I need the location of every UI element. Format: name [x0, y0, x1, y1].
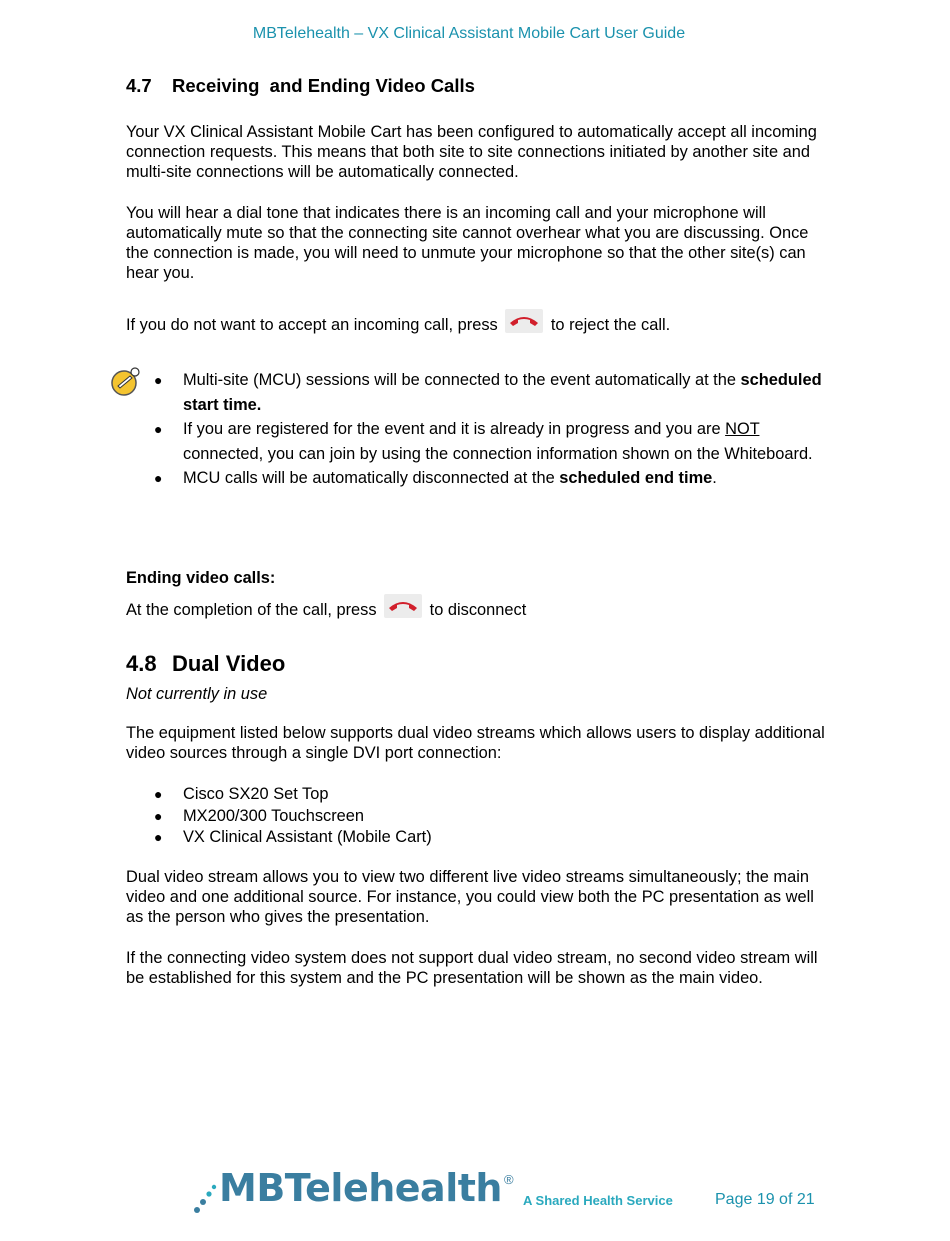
section-number: 4.8 [126, 651, 157, 676]
equipment-list [126, 784, 826, 849]
page-header: MBTelehealth – VX Clinical Assistant Mobile Cart User Guide [252, 25, 686, 42]
dual-video-intro: The equipment listed below supports dual video streams which allows users to display additional video sources through a single DVI port connection: [126, 724, 825, 762]
logo-registered: ® [503, 1172, 514, 1187]
section-title: Dual Video [172, 651, 286, 676]
note-item: ● Multi-site (MCU) sessions will be connected to the event automatically at the scheduled start time. [154, 371, 822, 414]
logo-text: MBTelehealth [219, 1166, 502, 1210]
note-item: ● If you are registered for the event and it is already in progress and you are NOT connected, you can join by using the connection information shown on the Whiteboard. [154, 420, 813, 463]
footer-logo [193, 1168, 514, 1214]
list-item: ● MX200/300 Touchscreen [154, 806, 365, 825]
section-4-7-heading [126, 76, 826, 96]
logo-dots-icon [193, 1180, 219, 1214]
note-item: ● MCU calls will be automatically disconnected at the scheduled end time. [154, 469, 717, 487]
intro-paragraph: Your VX Clinical Assistant Mobile Cart has been configured to automatically accept all incoming connection requests. This means that both site to site connections initiated by another site and multi-site connections will be automatically connected. [126, 123, 817, 181]
section-subtitle: Not currently in use [126, 685, 268, 703]
reject-text-after: to reject the call. [550, 316, 671, 334]
hangup-phone-icon [505, 309, 543, 333]
note-list [126, 368, 826, 491]
ending-text-after: to disconnect [429, 601, 527, 619]
reject-text-before: If you do not want to accept an incoming call, press [126, 316, 498, 334]
list-item: ● Cisco SX20 Set Top [154, 785, 329, 803]
page-number: Page 19 of 21 [715, 1191, 815, 1208]
ending-text-before: At the completion of the call, press [126, 601, 377, 619]
section-4-8-heading [126, 651, 826, 676]
dual-stream-paragraph: Dual video stream allows you to view two different live video streams simultaneously; the main video and one additional source. For instance, you could view both the PC presentation as well as the person who gives the presentation. [126, 868, 814, 926]
list-item: ● VX Clinical Assistant (Mobile Cart) [154, 828, 432, 846]
no-dual-stream-paragraph: If the connecting video system does not support dual video stream, no second video stream will be established for this system and the PC presentation will be shown as the main video. [126, 949, 818, 987]
hangup-phone-icon [384, 594, 422, 618]
dial-tone-paragraph: You will hear a dial tone that indicates there is an incoming call and your microphone will automatically mute so that the connecting site cannot overhear what you are discussing. Once the connection is made, you will need to unmute your microphone so that the other site(s) can hear you. [126, 204, 809, 282]
shared-health-service: A Shared Health Service [523, 1193, 673, 1208]
ending-calls-heading: Ending video calls: [126, 569, 276, 587]
section-number: 4.7 [126, 75, 152, 96]
reject-line [126, 309, 826, 335]
section-title: Receiving and Ending Video Calls [172, 75, 475, 96]
ending-line [126, 594, 826, 620]
